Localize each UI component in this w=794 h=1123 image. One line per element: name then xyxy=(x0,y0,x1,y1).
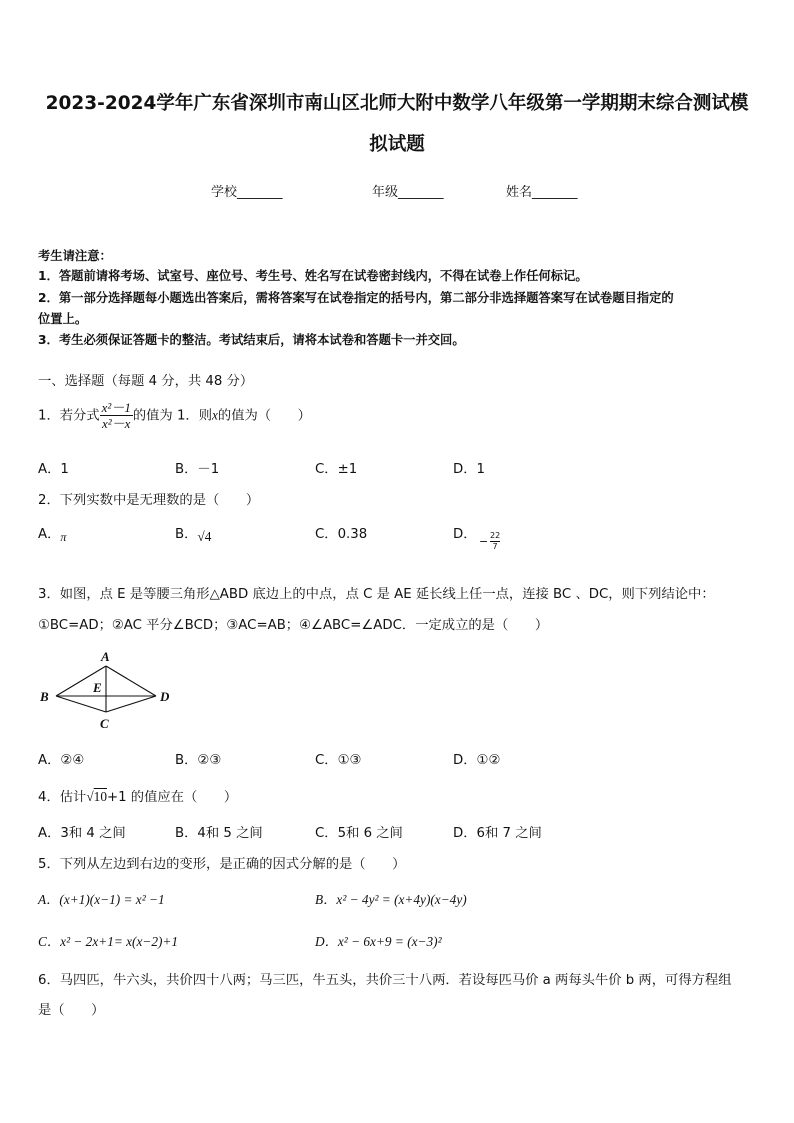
q2-a-value: π xyxy=(60,530,67,544)
q1-var: x xyxy=(212,407,218,423)
question-5: 5．下列从左边到右边的变形，是正确的因式分解的是（ ） xyxy=(38,857,406,872)
question-6-cont: 是（ ） xyxy=(38,1003,105,1018)
q3-option-c[interactable]: C．①③ xyxy=(315,753,362,768)
q2-a-label: A． xyxy=(38,527,61,542)
label-e: E xyxy=(93,680,102,695)
q4-option-c[interactable]: C．5和 6 之间 xyxy=(315,826,403,841)
q4-option-b[interactable]: B．4和 5 之间 xyxy=(175,826,263,841)
q2-d-den: 7 xyxy=(492,542,498,551)
question-1 xyxy=(38,400,311,431)
q5-option-d[interactable]: D．x² − 6x+9 = (x−3)² xyxy=(315,934,442,949)
q2-b-value: √4 xyxy=(197,529,212,544)
q4-sqrt-sign: √ xyxy=(86,789,94,804)
line-bc xyxy=(56,696,106,712)
q3-option-a[interactable]: A．②④ xyxy=(38,753,85,768)
question-6: 6．马四匹，牛六头，共价四十八两；马三匹，牛五头，共价三十八两．若设每匹马价 a 两每头牛价 b 两，可得方程组 xyxy=(38,973,732,988)
q2-d-minus: − xyxy=(479,535,489,548)
q4-suffix: +1 的值应在（ ） xyxy=(106,790,238,805)
label-a: A xyxy=(101,649,110,664)
q5-option-b[interactable]: B．x² − 4y² = (x+4y)(x−4y) xyxy=(315,892,467,907)
q1-denominator: x²－x xyxy=(102,416,131,431)
line-ad xyxy=(106,666,156,696)
notice-item-2: 2．第一部分选择题每小题选出答案后，需将答案写在试卷指定的括号内，第二部分非选择题答案写在试卷题目指定的 xyxy=(38,291,674,305)
question-2: 2．下列实数中是无理数的是（ ） xyxy=(38,493,260,508)
q2-d-label: D． xyxy=(453,527,477,542)
q2-b-label: B． xyxy=(175,527,198,542)
q1-numerator: x²－1 xyxy=(101,400,131,415)
q2-option-b[interactable] xyxy=(175,523,211,542)
q5-option-a[interactable]: A．(x+1)(x−1) = x² −1 xyxy=(38,892,165,907)
q4-radicand: 10 xyxy=(93,789,107,804)
q1-fraction xyxy=(100,400,133,431)
q3-figure xyxy=(36,646,180,732)
label-c: C xyxy=(100,716,109,731)
q1-prefix: 1．若分式 xyxy=(38,408,100,424)
q1-option-a[interactable]: A．1 xyxy=(38,462,69,477)
q1-suffix2: 的值为（ ） xyxy=(217,408,311,424)
q1-suffix: 的值为 1．则 xyxy=(132,408,212,424)
label-d: D xyxy=(160,689,170,704)
q2-option-c[interactable]: C．0.38 xyxy=(315,527,368,542)
notice-item-2-cont: 位置上。 xyxy=(38,312,88,326)
q2-d-fraction xyxy=(490,531,500,552)
q3-conditions: ①BC=AD；②AC 平分∠BCD；③AC=AB；④∠ABC=∠ADC．一定成立的是（ ） xyxy=(38,618,549,633)
grade-field[interactable]: 年级_______ xyxy=(372,185,444,200)
notice-item-3: 3．考生必须保证答题卡的整洁。考试结束后，请将本试卷和答题卡一并交回。 xyxy=(38,333,465,347)
q5-option-c[interactable]: C．x² − 2x+1= x(x−2)+1 xyxy=(38,934,179,949)
page-title-line2: 拟试题 xyxy=(369,134,425,155)
page-title: 2023-2024学年广东省深圳市南山区北师大附中数学八年级第一学期期末综合测试模 xyxy=(45,93,749,114)
q4-prefix: 4．估计 xyxy=(38,790,87,805)
q2-d-num: 22 xyxy=(490,531,501,540)
question-3: 3．如图，点 E 是等腰三角形△ABD 底边上的中点，点 C 是 AE 延长线上任一点，连接 BC 、DC，则下列结论中： xyxy=(38,587,715,602)
notice-heading: 考生请注意： xyxy=(38,249,112,263)
q3-option-b[interactable]: B．②③ xyxy=(175,753,222,768)
label-b: B xyxy=(40,689,49,704)
q2-option-a[interactable] xyxy=(38,523,66,542)
school-field[interactable]: 学校_______ xyxy=(211,185,283,200)
section-heading: 一、选择题（每题 4 分，共 48 分） xyxy=(38,374,254,389)
q2-option-d[interactable] xyxy=(453,523,501,551)
question-4 xyxy=(38,786,237,805)
q4-option-a[interactable]: A．3和 4 之间 xyxy=(38,826,126,841)
name-field[interactable]: 姓名_______ xyxy=(506,185,578,200)
q1-option-b[interactable]: B．－1 xyxy=(175,462,220,477)
q3-option-d[interactable]: D．①② xyxy=(453,753,501,768)
q4-option-d[interactable]: D．6和 7 之间 xyxy=(453,826,542,841)
q3-figure-lines xyxy=(56,666,156,712)
q1-option-d[interactable]: D．1 xyxy=(453,462,485,477)
line-cd xyxy=(106,696,156,712)
q1-option-c[interactable]: C．±1 xyxy=(315,462,358,477)
notice-item-1: 1．答题前请将考场、试室号、座位号、考生号、姓名写在试卷密封线内，不得在试卷上作任何标记。 xyxy=(38,269,588,283)
